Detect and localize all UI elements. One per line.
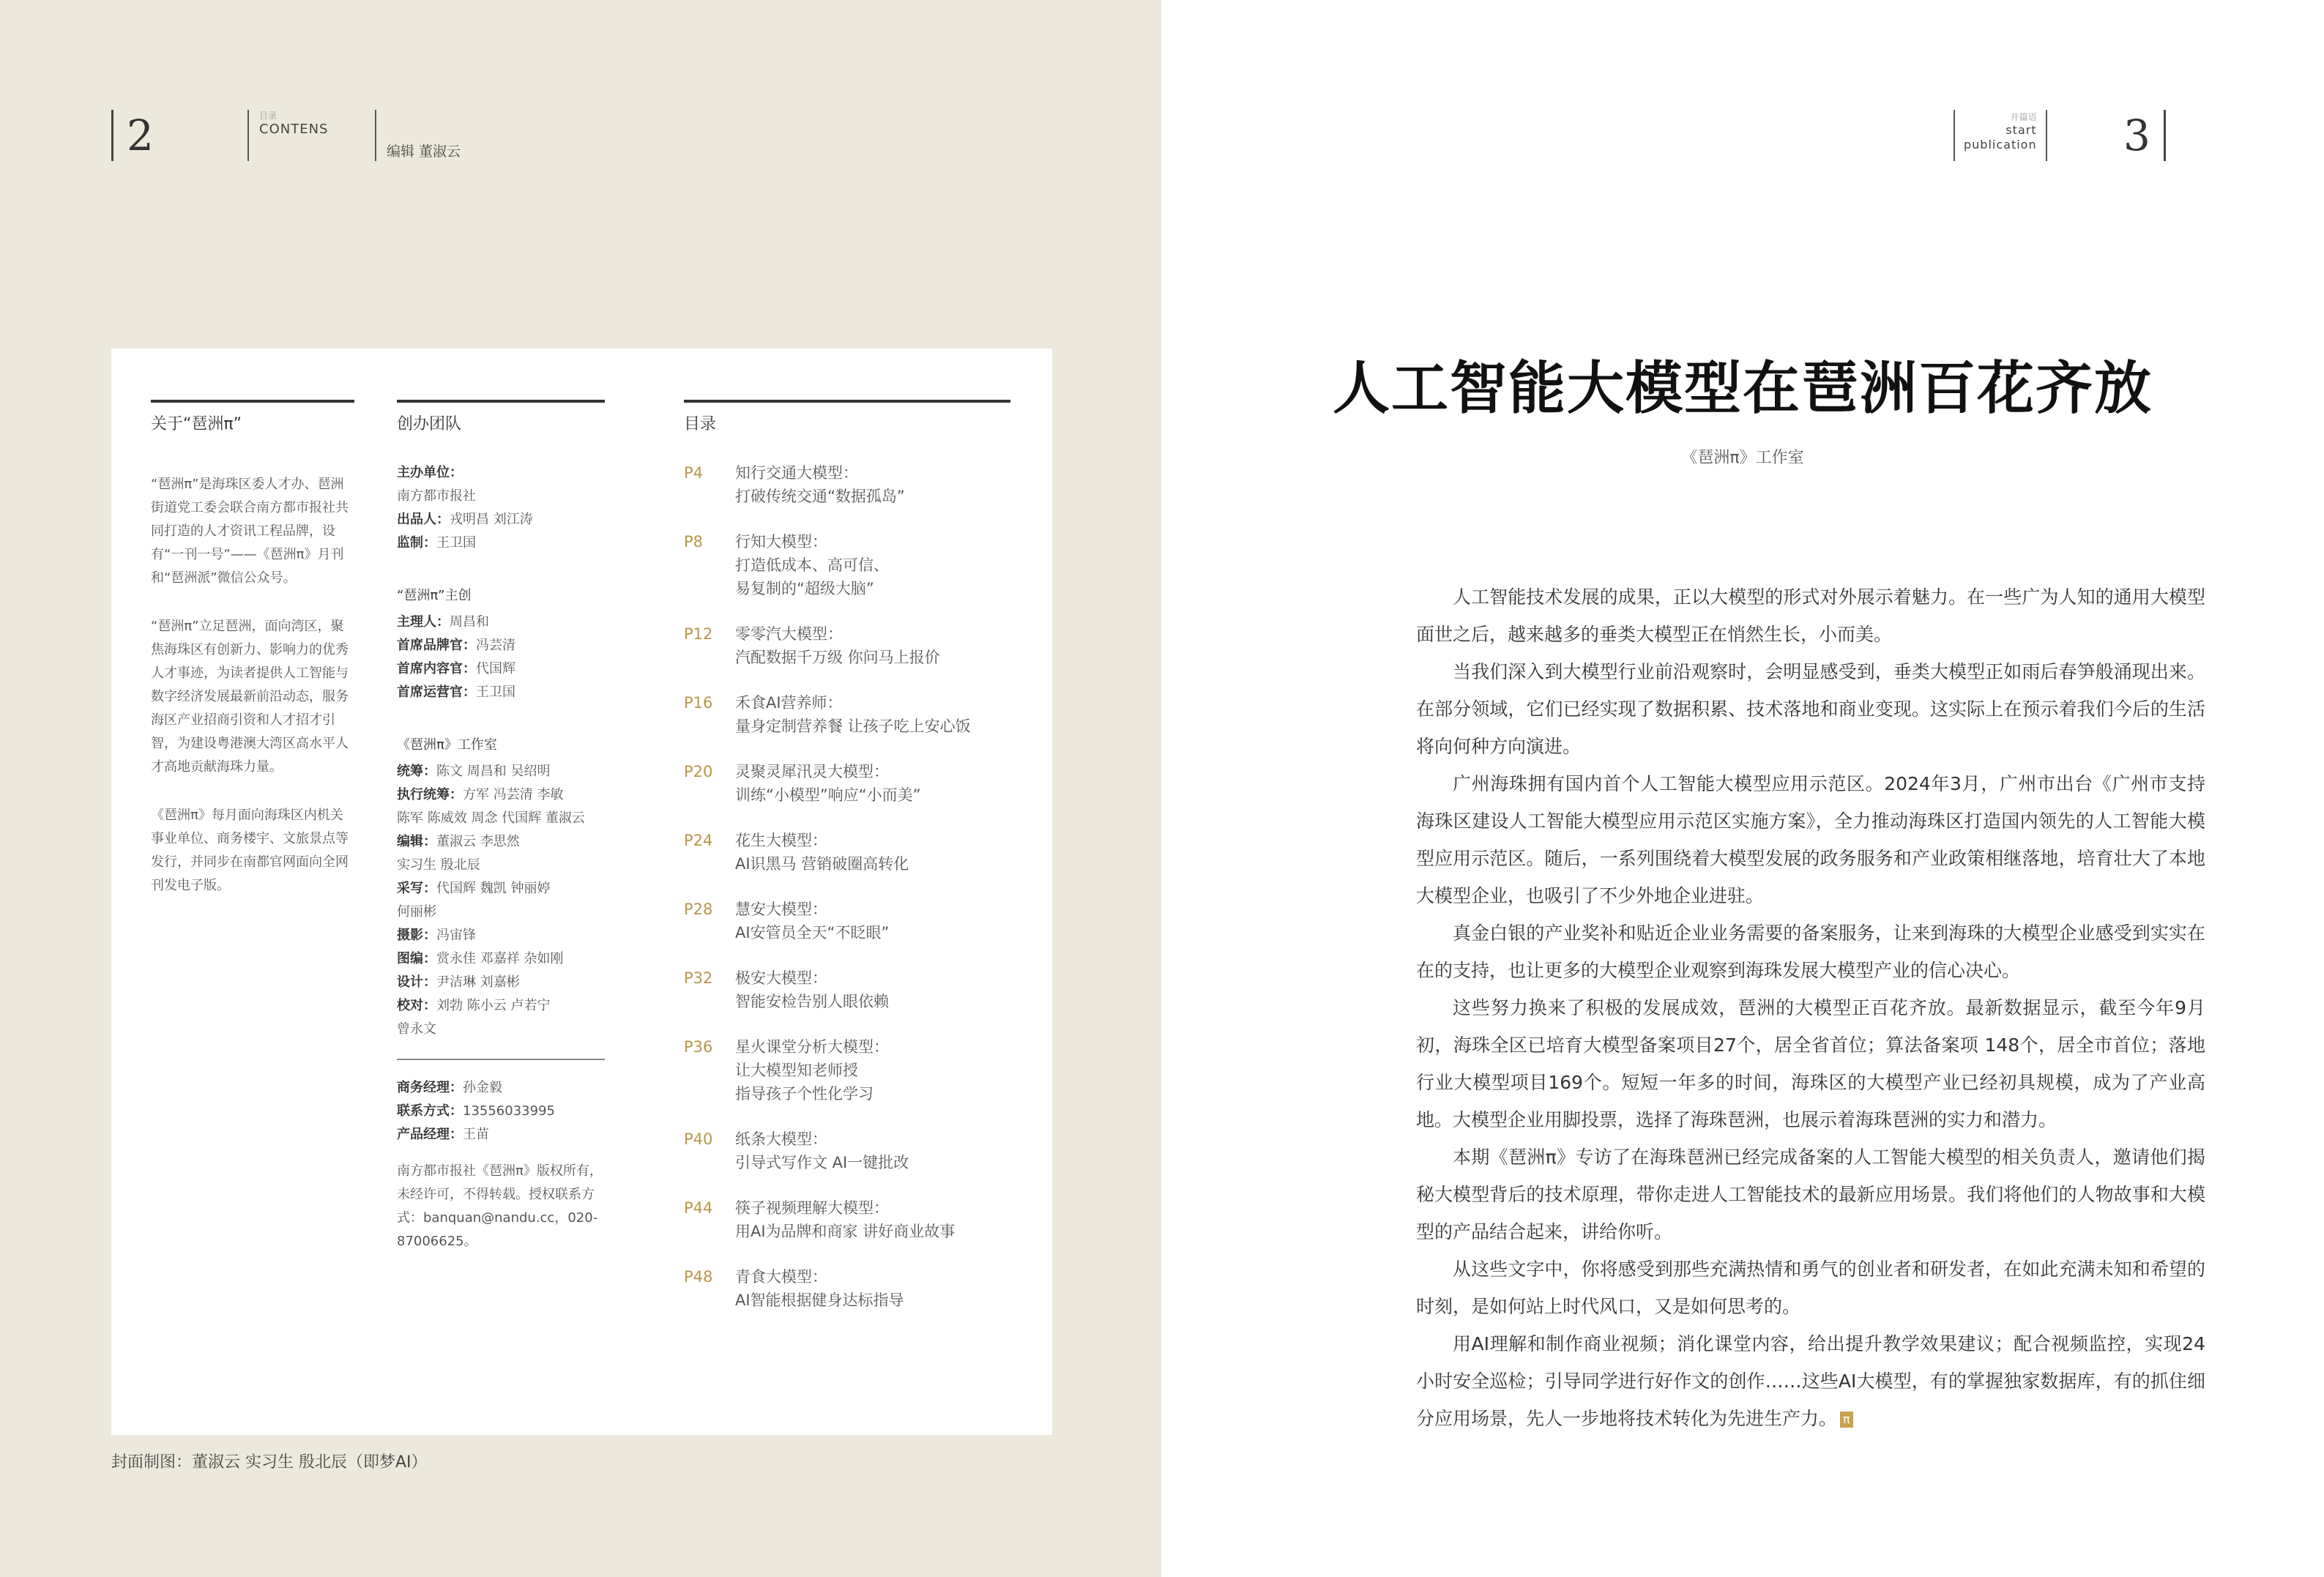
team-role-label: 图编：: [397, 951, 436, 966]
toc-entry-title: 慧安大模型： AI安管员全天“不眨眼”: [735, 901, 890, 942]
team-role-label: 首席品牌官：: [397, 638, 476, 653]
team-column: [397, 400, 605, 1253]
toc-page-number: P36: [684, 1038, 713, 1056]
toc-entry-title: 极安大模型： 智能安检告别人眼依赖: [735, 969, 889, 1010]
section-header-start: [1954, 110, 2047, 161]
team-role-label: 主理人：: [397, 614, 450, 630]
about-text: [151, 473, 354, 898]
toc-item[interactable]: [684, 898, 1010, 944]
team-role-label: 首席内容官：: [397, 661, 476, 676]
toc-item[interactable]: [684, 622, 1010, 669]
team-member-names: 冯宙锋: [436, 928, 476, 943]
toc-entry-title: 星火课堂分析大模型： 让大模型知老师授 指导孩子个性化学习: [735, 1038, 889, 1103]
article-paragraph: 本期《琶洲π》专访了在海珠琶洲已经完成备案的人工智能大模型的相关负责人，邀请他们揭秘大模型背后的技术原理，带你走进人工智能技术的最新应用场景。我们将他们的人物故事和大模型的产品结合起来，讲给你听。: [1416, 1147, 2205, 1242]
team-member-names: 曾永文: [397, 1021, 436, 1037]
about-paragraph: 《琶洲π》每月面向海珠区内机关事业单位、商务楼宇、文旅景点等发行，并同步在南都官网面向全网刊发电子版。: [151, 808, 349, 893]
team-member-names: 王卫国: [436, 535, 476, 551]
team-member-line: [397, 532, 605, 555]
team-role-label: 出品人：: [397, 512, 450, 527]
team-member-line: [397, 994, 605, 1018]
article-paragraph: 从这些文字中，你将感受到那些充满热情和勇气的创业者和研发者，在如此充满未知和希望的时刻，是如何站上时代风口，又是如何思考的。: [1416, 1259, 2205, 1317]
article-paragraph: 这些努力换来了积极的发展成效，琶洲的大模型正百花齐放。最新数据显示，截至今年9月初，海珠全区已培育大模型备案项目27个，居全省首位；算法备案项 148个，居全市首位；落地行业大模型项目169个。短短一年多的时间，海珠区的大模型产业已经初具规模，成为了产业高地。大模型企业用脚投票，选择了海珠琶洲，也展示着海珠琶洲的实力和潜力。: [1416, 997, 2205, 1130]
toc-page-number: P12: [684, 625, 713, 643]
toc-entry-title: 行知大模型： 打造低成本、高可信、 易复制的“超级大脑”: [735, 533, 889, 597]
team-member-names: 冯芸清: [476, 638, 515, 653]
team-member-line: [397, 485, 605, 508]
article-byline: 《琶洲π》工作室: [1681, 449, 1804, 467]
toc-page-number: P20: [684, 763, 713, 780]
toc-item[interactable]: [684, 1127, 1010, 1174]
team-member-names: 南方都市报社: [397, 488, 476, 504]
toc-item[interactable]: [684, 1265, 1010, 1312]
about-column: [151, 400, 354, 922]
toc-item[interactable]: [684, 691, 1010, 738]
team-member-line: [397, 830, 605, 854]
section-header-small: 目录: [259, 111, 278, 121]
team-member-names: 尹洁琳 刘嘉彬: [436, 974, 520, 990]
article-paragraph-text: 用AI理解和制作商业视频；消化课堂内容，给出提升教学效果建议；配合视频监控，实现24小时安全巡检；引导同学进行好作文的创作……这些AI大模型，有的掌握独家数据库，有的抓住细分应用场景，先人一步地将技术转化为先进生产力。: [1416, 1333, 2205, 1429]
team-member-line: [397, 854, 605, 877]
toc-page-number: P32: [684, 969, 713, 987]
team-member-line: [397, 971, 605, 994]
toc-page-number: P4: [684, 464, 704, 482]
team-member-line: [397, 760, 605, 783]
team-member-line: [397, 681, 605, 704]
team-member-line: [397, 1100, 605, 1123]
section-header-small: 开篇语: [2010, 112, 2037, 122]
article-paragraph: [1416, 1325, 2205, 1437]
team-role-label: 设计：: [397, 974, 436, 990]
section-header-contents: [247, 110, 328, 161]
about-paragraph: “琶洲π”立足琶洲，面向湾区，聚焦海珠区有创新力、影响力的优秀人才事迹，为读者提供人工智能与数字经济发展最新前沿动态，服务海区产业招商引资和人才招才引智，为建设粤港澳大湾区高水平人才高地贡献海珠力量。: [151, 619, 349, 775]
end-mark-icon: π: [1840, 1412, 1853, 1428]
cover-credit: 封面制图：董淑云 实习生 殷北辰（即梦AI）: [111, 1453, 428, 1472]
team-member-line: [397, 1018, 605, 1041]
page-number-left: 2: [111, 110, 154, 161]
toc-page-number: P28: [684, 901, 713, 918]
team-list: [397, 461, 605, 1253]
toc-entry-title: 花生大模型： AI识黑马 营销破圈高转化: [735, 832, 909, 873]
team-member-names: 何丽彬: [397, 904, 436, 920]
toc-entry-title: 筷子视频理解大模型： 用AI为品牌和商家 讲好商业故事: [735, 1199, 956, 1240]
team-member-line: [397, 611, 605, 634]
team-role-label: 执行统筹：: [397, 787, 463, 802]
team-member-names: 陈军 陈威效 周念 代国辉 董淑云: [397, 810, 585, 826]
team-member-names: 代国辉 魏凯 钟丽婷: [436, 881, 551, 896]
team-member-names: 代国辉: [476, 661, 515, 676]
section-header-big: publication: [1964, 138, 2037, 152]
team-member-line: [397, 461, 605, 485]
team-role-label: 商务经理：: [397, 1080, 463, 1095]
team-member-line: [397, 924, 605, 947]
team-role-label: 统筹：: [397, 764, 436, 779]
team-role-label: 校对：: [397, 998, 436, 1013]
toc-item[interactable]: [684, 1035, 1010, 1106]
toc-page-number: P24: [684, 832, 713, 849]
team-member-line: [397, 783, 605, 807]
article-paragraph: 当我们深入到大模型行业前沿观察时，会明显感受到，垂类大模型正如雨后春笋般涌现出来。在部分领域，它们已经实现了数据积累、技术落地和商业变现。这实际上在预示着我们今后的生活将向何种方向演进。: [1416, 661, 2205, 757]
team-member-names: 王卫国: [476, 685, 515, 700]
team-member-names: 孙金毅: [463, 1080, 502, 1095]
team-member-names: 方军 冯芸清 李敏: [463, 787, 564, 802]
team-role-label: 监制：: [397, 535, 436, 551]
team-member-names: 董淑云 李思然: [436, 834, 520, 849]
team-member-line: [397, 947, 605, 971]
team-member-line: [397, 1076, 605, 1100]
team-member-names: 赏永佳 邓嘉祥 杂如刚: [436, 951, 564, 966]
team-member-line: [397, 901, 605, 924]
article-paragraph: 真金白银的产业奖补和贴近企业业务需要的备案服务，让来到海珠的大模型企业感受到实实在在的支持，也让更多的大模型企业观察到海珠发展大模型产业的信心决心。: [1416, 922, 2205, 981]
toc-page-number: P44: [684, 1199, 713, 1217]
team-group-publisher: [397, 461, 605, 555]
team-group-title: “琶洲π”主创: [397, 588, 472, 603]
divider: [397, 1059, 605, 1060]
toc-entry-title: 灵聚灵犀汛灵大模型： 训练“小模型”响应“小而美”: [735, 763, 921, 804]
section-header-big: start: [2005, 123, 2037, 137]
team-role-label: 摄影：: [397, 928, 436, 943]
toc-item[interactable]: [684, 461, 1010, 508]
article-body: [1416, 578, 2205, 1437]
team-group-studio: [397, 760, 605, 1041]
team-group-title: 《琶洲π》工作室: [397, 737, 497, 753]
team-member-line: [397, 807, 605, 830]
toc-heading: 目录: [684, 400, 1010, 432]
copyright-note: 南方都市报社《琶洲π》版权所有，未经许可，不得转载。授权联系方式：banquan@nandu.cc，020-87006625。: [397, 1163, 603, 1249]
left-page: [0, 0, 1161, 1577]
team-member-line: [397, 634, 605, 657]
toc-page-number: P16: [684, 694, 713, 712]
toc-item[interactable]: [684, 966, 1010, 1013]
team-role-label: 采写：: [397, 881, 436, 896]
toc-entry-title: 零零汽大模型： 汽配数据千万级 你问马上报价: [735, 625, 940, 666]
about-paragraph: “琶洲π”是海珠区委人才办、琶洲街道党工委会联合南方都市报社共同打造的人才资讯工程品牌，设有“一刊一号”——《琶洲π》月刊和“琶洲派”微信公众号。: [151, 477, 349, 586]
article-paragraph: 广州海珠拥有国内首个人工智能大模型应用示范区。2024年3月，广州市出台《广州市支持海珠区建设人工智能大模型应用示范区实施方案》，全力推动海珠区打造国内领先的人工智能大模型应用示范区。随后，一系列围绕着大模型发展的政务服务和产业政策相继落地，培育壮大了本地大模型企业，也吸引了不少外地企业进驻。: [1416, 773, 2205, 906]
team-member-names: 陈文 周昌和 吴绍明: [436, 764, 551, 779]
team-member-names: 刘勃 陈小云 卢若宁: [436, 998, 551, 1013]
team-member-names: 实习生 殷北辰: [397, 857, 480, 873]
team-role-label: 编辑：: [397, 834, 436, 849]
toc-item[interactable]: [684, 530, 1010, 600]
team-role-label: 产品经理：: [397, 1127, 463, 1142]
toc-entry-title: 知行交通大模型： 打破传统交通“数据孤岛”: [735, 464, 905, 505]
team-member-line: [397, 1123, 605, 1147]
team-role-label: 首席运营官：: [397, 685, 476, 700]
team-role-label: 联系方式：: [397, 1103, 463, 1119]
article-paragraph: 人工智能技术发展的成果，正以大模型的形式对外展示着魅力。在一些广为人知的通用大模型面世之后，越来越多的垂类大模型正在悄然生长，小而美。: [1416, 586, 2205, 645]
editor-credit: 编辑 董淑云: [375, 110, 461, 161]
team-member-names: 周昌和: [450, 614, 489, 630]
team-role-label: 主办单位：: [397, 465, 463, 480]
toc-page-number: P40: [684, 1130, 713, 1148]
toc-entry-title: 禾食AI营养师： 量身定制营养餐 让孩子吃上安心饭: [735, 694, 971, 735]
toc-page-number: P48: [684, 1268, 713, 1286]
team-member-line: [397, 508, 605, 532]
about-heading: 关于“琶洲π”: [151, 400, 354, 432]
team-heading: 创办团队: [397, 400, 605, 432]
toc-item[interactable]: [684, 829, 1010, 876]
team-member-names: 王苗: [463, 1127, 489, 1142]
toc-entry-title: 青食大模型： AI智能根据健身达标指导: [735, 1268, 904, 1309]
section-header-big: CONTENS: [259, 122, 329, 137]
toc-item[interactable]: [684, 1196, 1010, 1243]
article-title: 人工智能大模型在琶洲百花齐放: [1332, 356, 2153, 422]
team-member-names: 戎明昌 刘江涛: [450, 512, 533, 527]
toc-entry-title: 纸条大模型： 引导式写作文 AI一键批改: [735, 1130, 909, 1171]
team-group-creators: [397, 611, 605, 704]
contents-panel: [111, 348, 1052, 1435]
toc-item[interactable]: [684, 760, 1010, 807]
right-page: [1161, 0, 2324, 1577]
team-member-line: [397, 657, 605, 681]
toc-list: [684, 461, 1010, 1312]
page-number-right: 3: [2123, 110, 2166, 161]
team-group-business: [397, 1076, 605, 1147]
toc-column: [684, 400, 1010, 1334]
toc-page-number: P8: [684, 533, 704, 551]
team-member-names: 13556033995: [463, 1103, 555, 1119]
team-member-line: [397, 877, 605, 901]
